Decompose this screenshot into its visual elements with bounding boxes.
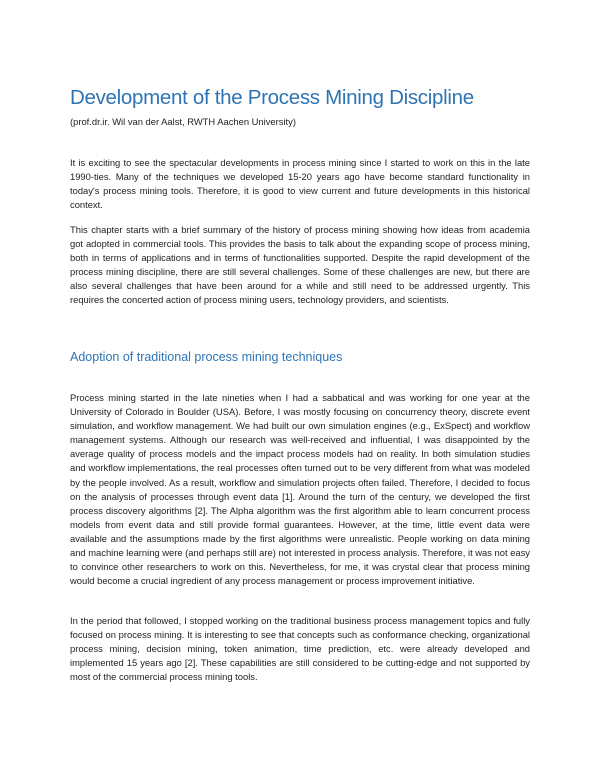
intro-paragraph-2: This chapter starts with a brief summary of the history of process mining showing how ideas from academia got adopted in commercial tools. This provides the basis to talk about the expanding scope of process mining, both in terms of applications and in terms of functionalities supported. Despite the rapid development of the process mining discipline, there are still several challenges. Some of these challenges are new, but there are also several challenges that have been around for a while and still need to be addressed urgently. This requires the concerted action of process mining users, technology providers, and scientists. (70, 224, 530, 306)
section-paragraph-2: In the period that followed, I stopped working on the traditional business process management topics and fully focused on process mining. It is interesting to see that concepts such as conformance checking, organizational process mining, decision mining, token animation, time prediction, etc. were already developed and implemented 15 years ago [2]. These capabilities are still considered to be cutting-edge and not supported by most of the commercial process mining tools. (70, 615, 530, 683)
section-paragraph-1: Process mining started in the late nineties when I had a sabbatical and was working for one year at the University of Colorado in Boulder (USA). Before, I was mostly focusing on concurrency theory, discrete event simulation, and workflow management. We had built our own simulation engines (e.g., ExSpect) and workflow management systems. Although our research was well-received and influential, I was disappointed by the average quality of process models and the impact process models had on reality. In both simulation studies and workflow implementations, the real processes often turned out to be very different from what was modeled by the people involved. As a result, workflow and simulation projects often failed. Therefore, I decided to focus on the analysis of processes through event data [1]. Around the turn of the century, we developed the first process discovery algorithms [2]. The Alpha algorithm was the first algorithm able to learn concurrent process models from event data and still provide formal guarantees. However, at the time, little event data were available and the assumptions made by the first algorithms were unrealistic. People working on data mining and machine learning were (and perhaps still are) not interested in process analysis. Therefore, it was not easy to convince other researchers to work on this. Nevertheless, for me, it was crystal clear that process mining would become a crucial ingredient of any process management or process improvement initiative. (70, 392, 530, 587)
section-heading: Adoption of traditional process mining techniques (70, 350, 343, 364)
author-line: (prof.dr.ir. Wil van der Aalst, RWTH Aachen University) (70, 116, 296, 127)
document-title: Development of the Process Mining Discipline (70, 86, 474, 109)
intro-paragraph-1: It is exciting to see the spectacular developments in process mining since I started to work on this in the late 1990-ties. Many of the techniques we developed 15-20 years ago have become standard functionality in today's process mining tools. Therefore, it is good to view current and future developments in this historical context. (70, 157, 530, 211)
